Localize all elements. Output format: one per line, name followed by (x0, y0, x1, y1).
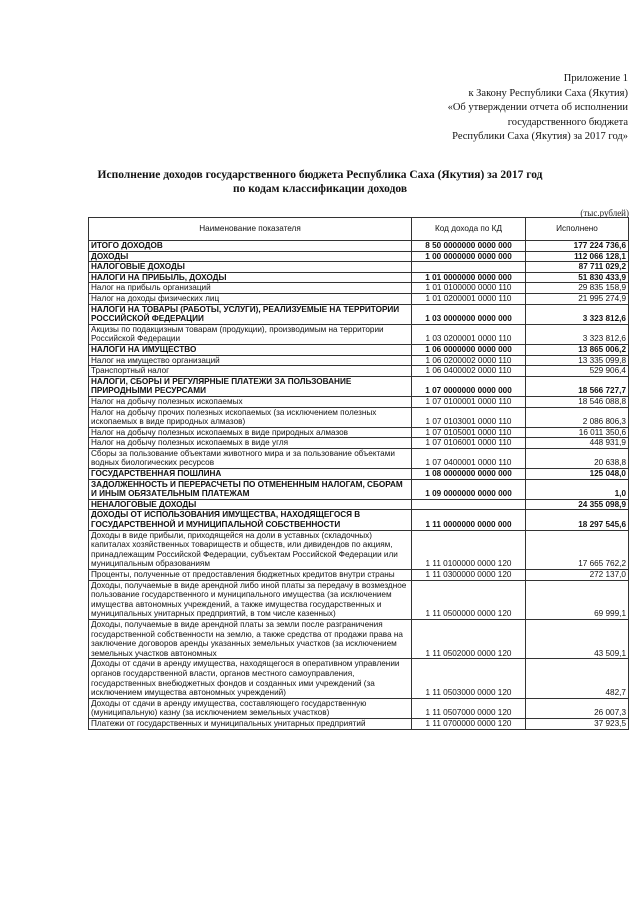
row-code: 1 07 0000000 0000 000 (412, 376, 526, 396)
row-value: 69 999,1 (526, 580, 629, 619)
table-row (89, 499, 629, 510)
table-row (89, 324, 629, 344)
row-name: Налог на добычу прочих полезных ископаемых (за исключением полезных ископаемых в виде природных алмазов) (89, 407, 412, 427)
row-value: 26 007,3 (526, 698, 629, 718)
units-label: (тыс.рублей) (580, 208, 629, 218)
row-value: 24 355 098,9 (526, 499, 629, 510)
row-name: ИТОГО ДОХОДОВ (89, 241, 412, 252)
row-name: Доходы, получаемые в виде арендной платы за земли после разграничения государственной собственности на землю, а также средства от продажи права на заключение договоров аренды указанных земельных участков (за исключением земельных участков автономных (89, 619, 412, 658)
row-value: 37 923,5 (526, 718, 629, 729)
row-value: 448 931,9 (526, 438, 629, 449)
row-code: 1 11 0507000 0000 120 (412, 698, 526, 718)
table-row (89, 355, 629, 366)
row-name: Налог на прибыль организаций (89, 283, 412, 294)
row-code: 1 06 0400002 0000 110 (412, 366, 526, 377)
row-code: 1 07 0400001 0000 110 (412, 448, 526, 468)
table-row (89, 659, 629, 698)
row-name: ГОСУДАРСТВЕННАЯ ПОШЛИНА (89, 469, 412, 480)
row-name: Налог на доходы физических лиц (89, 293, 412, 304)
revenue-table (88, 217, 629, 730)
row-value: 529 906,4 (526, 366, 629, 377)
row-code: 1 11 0700000 0000 120 (412, 718, 526, 729)
row-value: 3 323 812,6 (526, 324, 629, 344)
row-code: 1 01 0000000 0000 000 (412, 272, 526, 283)
row-value: 18 566 727,7 (526, 376, 629, 396)
table-row (89, 293, 629, 304)
row-value: 177 224 736,6 (526, 241, 629, 252)
header-code: Код дохода по КД (412, 218, 526, 241)
table-row (89, 396, 629, 407)
row-value: 112 066 128,1 (526, 251, 629, 262)
row-name: Транспортный налог (89, 366, 412, 377)
row-value: 17 665 762,2 (526, 530, 629, 569)
row-value: 18 297 545,6 (526, 510, 629, 530)
title-line: по кодам классификации доходов (232, 183, 408, 195)
row-code (412, 262, 526, 273)
row-value: 29 835 158,9 (526, 283, 629, 294)
table-row (89, 469, 629, 480)
row-code: 1 01 0200001 0000 110 (412, 293, 526, 304)
row-name: НАЛОГИ НА ТОВАРЫ (РАБОТЫ, УСЛУГИ), РЕАЛИЗУЕМЫЕ НА ТЕРРИТОРИИ РОССИЙСКОЙ ФЕДЕРАЦИИ (89, 304, 412, 324)
row-name: Налог на добычу полезных ископаемых (89, 396, 412, 407)
table-row (89, 376, 629, 396)
row-code: 1 03 0200001 0000 110 (412, 324, 526, 344)
row-value: 43 509,1 (526, 619, 629, 658)
row-value: 13 865 006,2 (526, 344, 629, 355)
row-value: 21 995 274,9 (526, 293, 629, 304)
row-code: 1 11 0503000 0000 120 (412, 659, 526, 698)
table-header-row (89, 218, 629, 241)
row-value: 272 137,0 (526, 570, 629, 581)
appendix-line: Приложение 1 (563, 73, 628, 84)
row-code: 1 11 0502000 0000 120 (412, 619, 526, 658)
table-body (89, 241, 629, 730)
row-name: Доходы от сдачи в аренду имущества, находящегося в оперативном управлении органов государственной власти, органов местного самоуправления, государственных внебюджетных фондов и созданных ими учреждений (за исключением имущества автономных учреждений) (89, 659, 412, 698)
row-value: 51 830 433,9 (526, 272, 629, 283)
table-row (89, 580, 629, 619)
row-code: 1 08 0000000 0000 000 (412, 469, 526, 480)
appendix-line: к Закону Республики Саха (Якутия) (468, 87, 628, 99)
table-row (89, 530, 629, 569)
row-name: Сборы за пользование объектами животного мира и за пользование объектами водных биологических ресурсов (89, 448, 412, 468)
row-code: 1 11 0000000 0000 000 (412, 510, 526, 530)
row-code: 1 01 0100000 0000 110 (412, 283, 526, 294)
row-name: Платежи от государственных и муниципальных унитарных предприятий (89, 718, 412, 729)
table-row (89, 427, 629, 438)
row-name: Акцизы по подакцизным товарам (продукции), производимым на территории Российской Федерации (89, 324, 412, 344)
row-value: 2 086 806,3 (526, 407, 629, 427)
row-code: 1 11 0100000 0000 120 (412, 530, 526, 569)
row-value: 1,0 (526, 479, 629, 499)
row-name: ДОХОДЫ (89, 251, 412, 262)
row-code: 1 03 0000000 0000 000 (412, 304, 526, 324)
header-value: Исполнено (526, 218, 629, 241)
row-code: 1 06 0200002 0000 110 (412, 355, 526, 366)
row-value: 13 335 099,8 (526, 355, 629, 366)
table-row (89, 241, 629, 252)
row-value: 482,7 (526, 659, 629, 698)
row-code: 1 11 0300000 0000 120 (412, 570, 526, 581)
row-code: 1 07 0106001 0000 110 (412, 438, 526, 449)
table-row (89, 344, 629, 355)
row-name: НАЛОГИ НА ИМУЩЕСТВО (89, 344, 412, 355)
row-name: НАЛОГИ НА ПРИБЫЛЬ, ДОХОДЫ (89, 272, 412, 283)
appendix-line: «Об утверждении отчета об исполнении (447, 102, 628, 113)
row-value: 125 048,0 (526, 469, 629, 480)
row-value: 3 323 812,6 (526, 304, 629, 324)
row-name: Доходы, получаемые в виде арендной либо иной платы за передачу в возмездное пользование государственного и муниципального имущества (за исключением имущества автономных учреждений, а также имущества государственных и муниципальных унитарных предприятий, в том числе казенных) (89, 580, 412, 619)
row-name: НАЛОГОВЫЕ ДОХОДЫ (89, 262, 412, 273)
table-row (89, 272, 629, 283)
header-name: Наименование показателя (89, 218, 412, 241)
row-code: 1 09 0000000 0000 000 (412, 479, 526, 499)
table-row (89, 698, 629, 718)
row-code: 1 11 0500000 0000 120 (412, 580, 526, 619)
appendix-line: государственного бюджета (507, 116, 628, 128)
row-name: НЕНАЛОГОВЫЕ ДОХОДЫ (89, 499, 412, 510)
row-value: 18 546 088,8 (526, 396, 629, 407)
row-code: 1 07 0103001 0000 110 (412, 407, 526, 427)
table-row (89, 407, 629, 427)
row-name: Налог на имущество организаций (89, 355, 412, 366)
row-name: НАЛОГИ, СБОРЫ И РЕГУЛЯРНЫЕ ПЛАТЕЖИ ЗА ПОЛЬЗОВАНИЕ ПРИРОДНЫМИ РЕСУРСАМИ (89, 376, 412, 396)
row-code: 1 07 0105001 0000 110 (412, 427, 526, 438)
row-value: 20 638,8 (526, 448, 629, 468)
table-row (89, 479, 629, 499)
row-name: Доходы в виде прибыли, приходящейся на доли в уставных (складочных) капиталах хозяйственных товариществ и обществ, или дивидендов по акциям, принадлежащим Российской Федерации, субъектам Российской Федерации или муниципальным образованиям (89, 530, 412, 569)
table-row (89, 283, 629, 294)
table-row (89, 438, 629, 449)
row-name: Налог на добычу полезных ископаемых в виде угля (89, 438, 412, 449)
table-row (89, 718, 629, 729)
table-row (89, 619, 629, 658)
row-value: 16 011 350,6 (526, 427, 629, 438)
row-name: Налог на добычу полезных ископаемых в виде природных алмазов (89, 427, 412, 438)
table-row (89, 510, 629, 530)
row-name: ДОХОДЫ ОТ ИСПОЛЬЗОВАНИЯ ИМУЩЕСТВА, НАХОДЯЩЕГОСЯ В ГОСУДАРСТВЕННОЙ И МУНИЦИПАЛЬНОЙ СОБСТВЕННОСТИ (89, 510, 412, 530)
row-name: Проценты, полученные от предоставления бюджетных кредитов внутри страны (89, 570, 412, 581)
row-name: ЗАДОЛЖЕННОСТЬ И ПЕРЕРАСЧЕТЫ ПО ОТМЕНЕННЫМ НАЛОГАМ, СБОРАМ И ИНЫМ ОБЯЗАТЕЛЬНЫМ ПЛАТЕЖАМ (89, 479, 412, 499)
row-code: 8 50 0000000 0000 000 (412, 241, 526, 252)
table-row (89, 304, 629, 324)
table-row (89, 448, 629, 468)
appendix-block (398, 72, 628, 145)
document-title (60, 168, 580, 196)
row-name: Доходы от сдачи в аренду имущества, составляющего государственную (муниципальную) казну (за исключением земельных участков) (89, 698, 412, 718)
row-code: 1 07 0100001 0000 110 (412, 396, 526, 407)
appendix-line: Республики Саха (Якутия) за 2017 год» (452, 131, 628, 142)
table-row (89, 570, 629, 581)
table-row (89, 262, 629, 273)
row-code (412, 499, 526, 510)
table-row (89, 251, 629, 262)
row-code: 1 00 0000000 0000 000 (412, 251, 526, 262)
row-code: 1 06 0000000 0000 000 (412, 344, 526, 355)
title-line: Исполнение доходов государственного бюджета Республика Саха (Якутия) за 2017 год (97, 169, 543, 181)
table-row (89, 366, 629, 377)
row-value: 87 711 029,2 (526, 262, 629, 273)
